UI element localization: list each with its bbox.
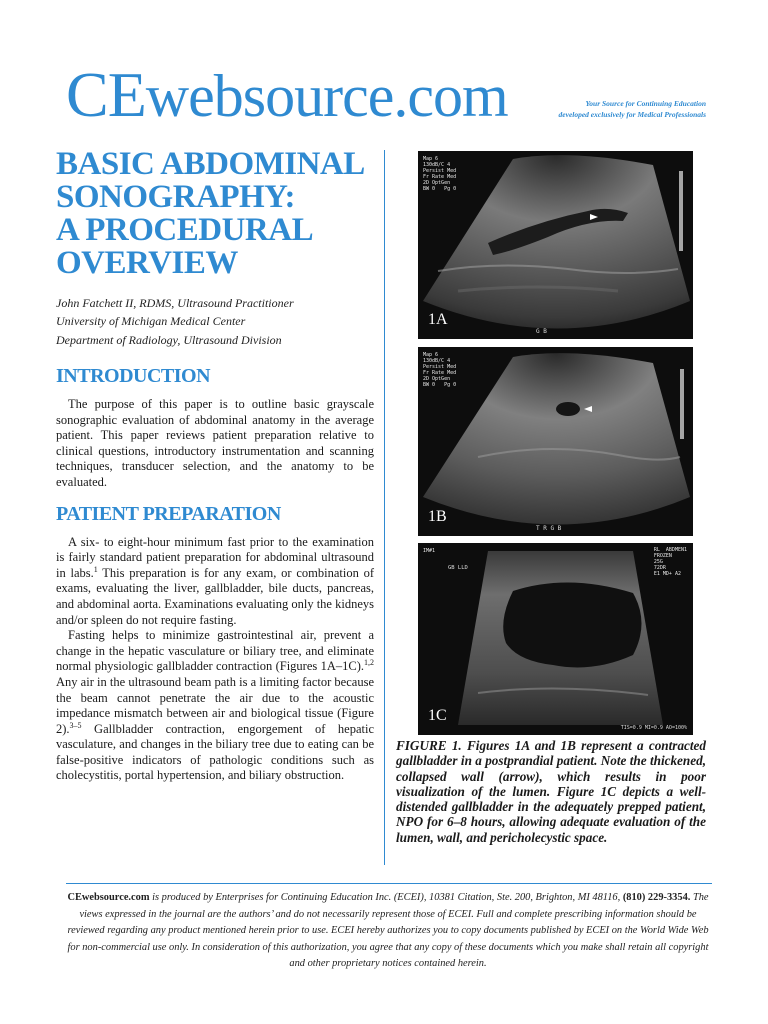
footer-text-2: The views expressed in the journal are the authors’ and do not necessarily represent those of ECEI. Full and complete prescribing information should be reviewed regarding any product mentioned herein prior to use. ECEI hereby authorizes you to copy documents published by ECEI on the World Wide Web for non-commercial use only. In consideration of this authorization, you agree that any copy of these documents which you make shall retain all copyright and other proprietary notices contained herein. bbox=[67, 892, 709, 969]
tagline bbox=[559, 98, 706, 120]
scanner-params: Map 6 130dB/C 4 Persist Med Fr Rate Med 2D OptGen BW 0 Pg 0 bbox=[423, 156, 457, 192]
logo-rest: websource.com bbox=[145, 63, 508, 129]
title-line: OVERVIEW bbox=[56, 245, 238, 281]
prep-p2-text-a: Fasting helps to minimize gastrointestinal air, prevent a change in the hepatic vasculature or biliary tree, and eliminate normal physiologic gallbladder contraction (Figures 1A–1C). bbox=[56, 628, 374, 674]
ultrasound-image-1a bbox=[418, 151, 693, 339]
scanner-params: RL ABDMEN1 FROZEN 25G 72DR E1 MD+ A2 bbox=[653, 547, 687, 577]
site-logo[interactable] bbox=[66, 60, 508, 131]
masthead bbox=[66, 60, 706, 140]
footer-phone: (810) 229-3354. bbox=[622, 892, 691, 903]
scanner-label-tl: IM#1 bbox=[423, 548, 436, 554]
prep-p1-text-b: This preparation is for any exam, or combination of exams, evaluating the liver, gallbladder, bile ducts, pancreas, and abdominal aorta. Examinations evaluating only the kidneys and/or spleen do not require fasting. bbox=[56, 565, 374, 627]
prep-p2-text-c: Gallbladder contraction, engorgement of hepatic vasculature, and changes in the biliary tree due to eating can be false-positive indicators of pathologic conditions such as cholecystitis, portal hypertension, and biliary obstruction. bbox=[56, 721, 374, 783]
author-institution: University of Michigan Medical Center bbox=[56, 314, 246, 328]
image-tag: GB LLD bbox=[448, 565, 468, 571]
image-tag: T R G B bbox=[536, 525, 562, 532]
tagline-line-1: Your Source for Continuing Education bbox=[585, 99, 706, 108]
author-block bbox=[56, 294, 374, 349]
title-line: A PROCEDURAL bbox=[56, 212, 314, 248]
figure-label: 1A bbox=[428, 311, 448, 328]
prep-p2-text-b: Any air in the ultrasound beam path is a limiting factor because the beam cannot penetrate the air due to the acoustic impedance mismatch between air and biological tissue (Figure 2). bbox=[56, 674, 374, 736]
ultrasound-image-1b bbox=[418, 347, 693, 536]
figure-label: 1B bbox=[428, 508, 447, 525]
article-title bbox=[56, 148, 374, 280]
introduction-paragraph: The purpose of this paper is to outline basic grayscale sonographic evaluation of abdominal anatomy in the average patient. This paper reviews patient preparation relative to clinical questions, introductory instrumentation and scanning techniques, transducer selection, and the anatomy to be evaluated. bbox=[56, 397, 374, 489]
footer-rule bbox=[66, 883, 712, 884]
prep-p1-text-a: A six- to eight-hour minimum fast prior to the examination is fairly standard patient preparation for abdominal ultrasound in labs. bbox=[56, 534, 374, 580]
figure-1c-ultrasound bbox=[418, 543, 693, 735]
left-column bbox=[56, 148, 374, 784]
citation-ref[interactable]: 3–5 bbox=[69, 720, 82, 730]
scanner-output: TIS=0.9 MI=0.9 AO=100% bbox=[620, 725, 687, 731]
citation-ref[interactable]: 1 bbox=[93, 564, 98, 574]
prep-paragraph-2 bbox=[56, 628, 374, 784]
logo-ce: CE bbox=[66, 59, 146, 130]
scanner-params: Map 6 130dB/C 4 Persist Med Fr Rate Med 2D OptGen BW 0 Pg 0 bbox=[423, 352, 457, 388]
introduction-heading: INTRODUCTION bbox=[56, 365, 211, 387]
figure-label: 1C bbox=[428, 707, 447, 724]
ultrasound-image-1c bbox=[418, 543, 693, 735]
author-name: John Fatchett II, RDMS, Ultrasound Practitioner bbox=[56, 296, 294, 310]
patient-preparation-heading: PATIENT PREPARATION bbox=[56, 502, 281, 525]
footer-text-1: is produced by Enterprises for Continuing Education Inc. (ECEI), 10381 Citation, Ste. 200, Brighton, MI 48116, bbox=[149, 892, 621, 903]
introduction-section bbox=[56, 365, 374, 491]
footer-notice bbox=[62, 890, 714, 973]
prep-paragraph-1 bbox=[56, 535, 374, 629]
title-line: SONOGRAPHY: bbox=[56, 179, 295, 215]
figure-1b-ultrasound bbox=[418, 347, 693, 536]
scanner-gain: BW 0 Pg 0 bbox=[423, 382, 457, 388]
column-divider bbox=[384, 150, 385, 865]
image-tag: G B bbox=[536, 328, 547, 335]
patient-preparation-section bbox=[56, 503, 374, 785]
citation-ref[interactable]: 1,2 bbox=[364, 658, 374, 668]
figure-1a-ultrasound bbox=[418, 151, 693, 339]
author-department: Department of Radiology, Ultrasound Division bbox=[56, 333, 282, 347]
tagline-line-2: developed exclusively for Medical Professionals bbox=[558, 110, 706, 119]
scanner-gain: BW 0 Pg 0 bbox=[423, 186, 457, 192]
footer-site-link[interactable]: CEwebsource.com bbox=[67, 892, 150, 903]
figure-1-caption: FIGURE 1. Figures 1A and 1B represent a contracted gallbladder in a postprandial patient. Note the thickened, collapsed wall (arrow), which results in poor visualization of the lumen. Figure 1C depicts a well-distended gallbladder in the adequately prepped patient, NPO for 6–8 hours, allowing adequate evaluation of the lumen, wall, and pericholecystic space. bbox=[396, 738, 706, 845]
title-line: BASIC ABDOMINAL bbox=[56, 146, 365, 182]
